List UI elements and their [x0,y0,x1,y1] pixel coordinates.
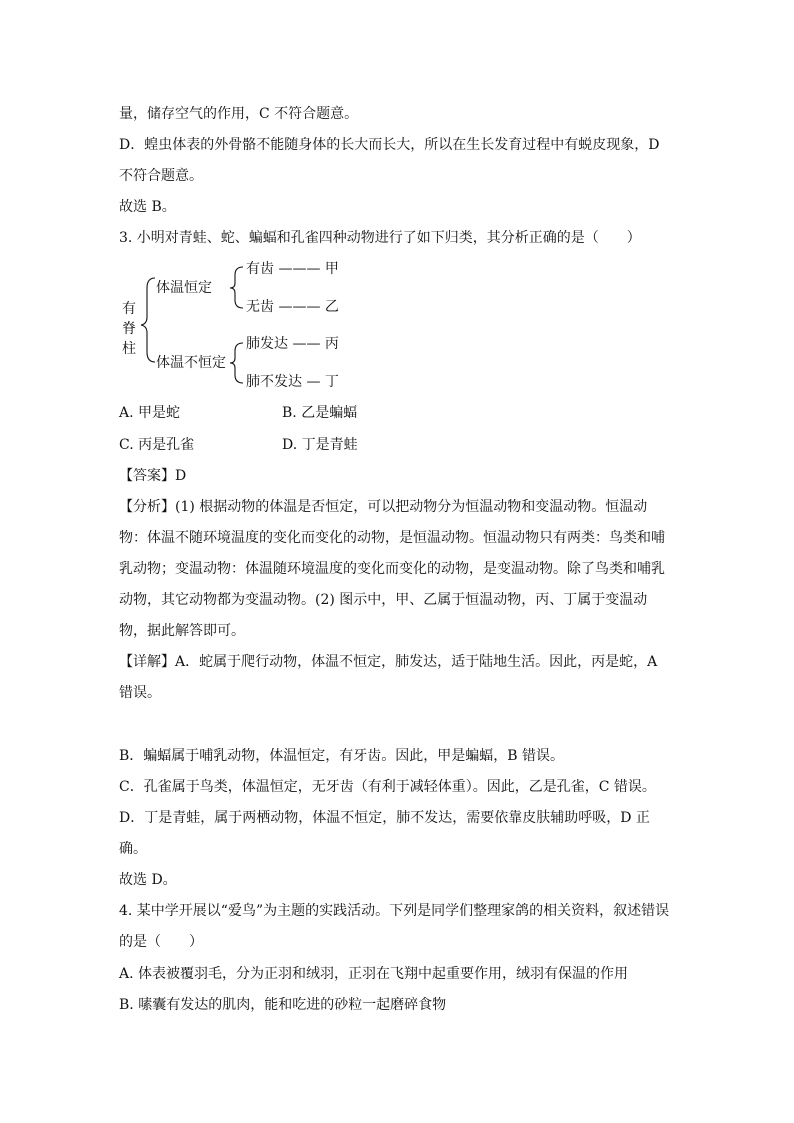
tree-branch-cold: 体温不恒定 [156,355,226,371]
detail-line: 故选 D。 [119,872,177,888]
analysis-line: 乳动物；变温动物：体温随环境温度的变化而变化的动物，是变温动物。除了鸟类和哺乳 [119,561,665,577]
question-4-stem: 4. 某中学开展以“爱鸟”为主题的实践活动。下列是同学们整理家鸽的相关资料，叙述错误 [119,903,670,919]
tree-branch-warm: 体温恒定 [156,280,212,296]
detail-line: C．孔雀属于鸟类，体温恒定，无牙齿（有利于减轻体重）。因此，乙是孔雀，C 错误。 [119,779,656,795]
option-c: C. 丙是孔雀 [119,437,195,453]
text-line: 不符合题意。 [119,168,203,184]
option-a: A. 体表被覆羽毛，分为正羽和绒羽，正羽在飞翔中起重要作用，绒羽有保温的作用 [119,966,629,982]
tree-leaf: 有齿 ——— 甲 [246,261,339,277]
tree-leaf: 肺不发达 — 丁 [246,374,339,390]
detail-line: D．丁是青蛙，属于两栖动物，体温不恒定，肺不发达，需要依靠皮肤辅助呼吸，D 正 [119,810,650,826]
question-4-stem: 的是（ ） [119,934,203,950]
option-b: B. 乙是蝙蝠 [282,405,358,421]
analysis-line: 物，据此解答即可。 [119,623,245,639]
analysis-line: 物：体温不随环境温度的变化而变化的动物，是恒温动物。恒温动物只有两类：鸟类和哺 [119,530,665,546]
text-line: D．蝗虫体表的外骨骼不能随身体的长大而长大，所以在生长发育过程中有蜕皮现象，D [119,137,660,153]
tree-root-char: 脊 [122,321,136,337]
tree-root-char: 柱 [122,341,136,357]
tree-leaf: 肺发达 —— 丙 [246,336,339,352]
tree-root-char: 有 [122,301,136,317]
classification-tree [119,255,379,395]
text-line: 故选 B。 [119,199,176,215]
option-d: D. 丁是青蛙 [282,437,358,453]
tree-leaf: 无齿 ——— 乙 [246,299,339,315]
detail-line: B．蝙蝠属于哺乳动物，体温恒定，有牙齿。因此，甲是蝙蝠，B 错误。 [119,748,565,764]
detail-line: 【详解】A．蛇属于爬行动物，体温不恒定，肺发达，适于陆地生活。因此，丙是蛇，A [119,654,658,670]
detail-line: 确。 [119,841,147,857]
analysis-line: 【分析】(1) 根据动物的体温是否恒定，可以把动物分为恒温动物和变温动物。恒温动 [119,499,648,515]
option-a: A. 甲是蛇 [119,405,181,421]
text-line: 量，储存空气的作用，C 不符合题意。 [119,106,359,122]
question-3-stem: 3. 小明对青蛙、蛇、蝙蝠和孔雀四种动物进行了如下归类，其分析正确的是（ ） [119,230,641,246]
option-b: B. 嗉囊有发达的肌肉，能和吃进的砂粒一起磨碎食物 [119,997,447,1013]
analysis-line: 动物，其它动物都为变温动物。(2) 图示中，甲、乙属于恒温动物，丙、丁属于变温动 [119,592,648,608]
detail-line: 错误。 [119,685,161,701]
answer-line: 【答案】D [119,468,187,484]
